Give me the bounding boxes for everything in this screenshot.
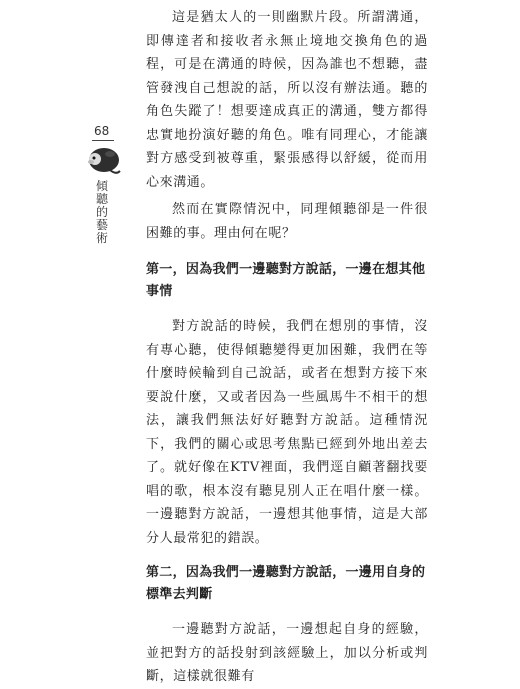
- section-heading: 第二，因為我們一邊聽對方說話，一邊用自身的標準去判斷: [146, 565, 426, 602]
- section-heading: 第一，因為我們一邊聽對方說話，一邊在想其他事情: [146, 262, 426, 299]
- page-number: 68: [94, 124, 110, 138]
- monkey-mascot-icon: [86, 146, 122, 176]
- page-number-rule: [92, 140, 114, 141]
- paragraph: 然而在實際情況中，同理傾聽卻是一件很困難的事。理由何在呢？: [146, 202, 428, 241]
- main-text: [146, 6, 428, 689]
- paragraph: 一邊聽對方說話，一邊想起自身的經驗，並把對方的話投射到該經驗上，加以分析或判斷，這樣就很難有: [146, 622, 428, 684]
- paragraph: 對方說話的時候，我們在想別的事情，沒有專心聽，使得傾聽變得更加困難，我們在等什麼時候輪到自己說話，或者在想對方接下來要說什麼，又或者因為一些風馬牛不相干的想法，讓我們無法好好聽對方說話。這種情況下，我們的關心或思考焦點已經到外地出差去了。就好像在KTV裡面，我們逕自顧著翻找要唱的歌，根本沒有聽見別人正在唱什麼一樣。一邊聽對方說話，一邊想其他事情，這是大部分人最常犯的錯誤。: [146, 319, 428, 546]
- book-title-vertical: 傾聽的藝術: [96, 179, 109, 245]
- paragraph: 這是猶太人的一則幽默片段。所謂溝通，即傳達者和接收者永無止境地交換角色的過程，可是在溝通的時候，因為誰也不想聽，盡管發洩自己想說的話，所以沒有辦法通。聽的角色失蹤了！想要達成真正的溝通，雙方都得忠實地扮演好聽的角色。唯有同理心，才能讓對方感受到被尊重，緊張感得以舒緩，從而用心來溝通。: [146, 10, 428, 190]
